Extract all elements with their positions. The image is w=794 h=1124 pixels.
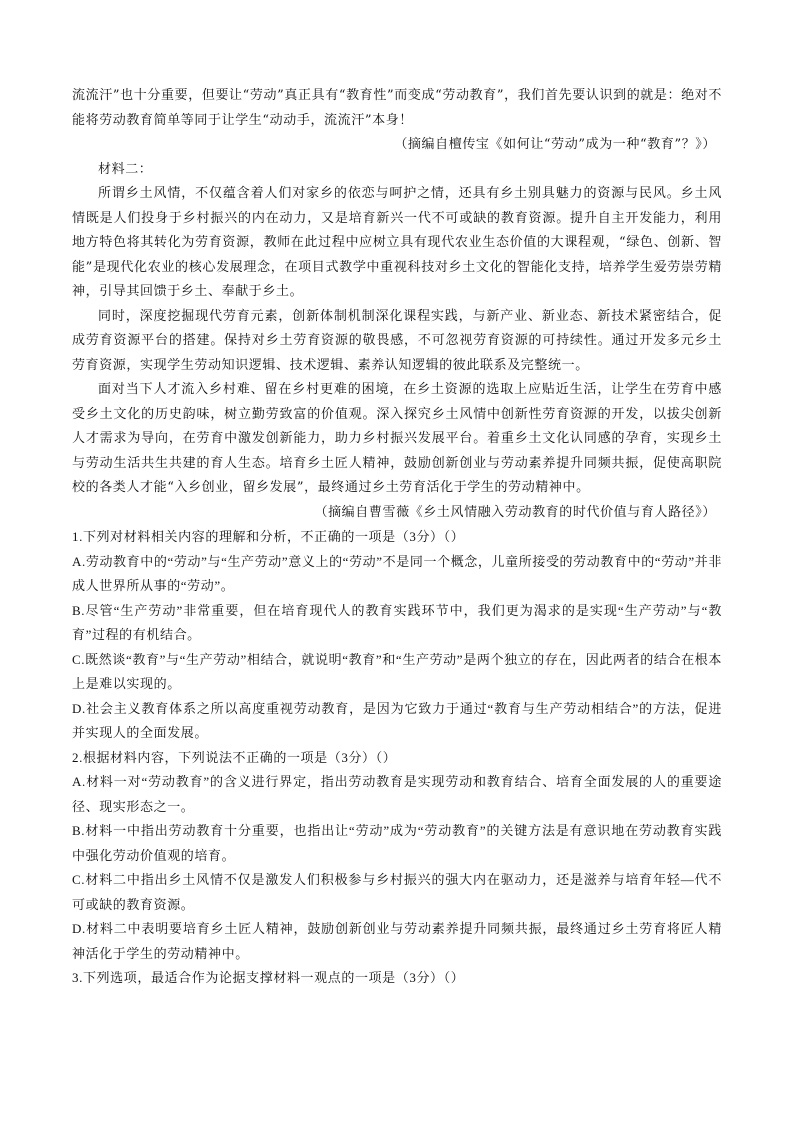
material2-heading: 材料二： bbox=[98, 161, 153, 177]
source-citation-2: （摘编自曹雪薇《乡土风情融入劳动教育的时代价值与育人路径》） bbox=[314, 504, 716, 520]
question-1 bbox=[72, 525, 722, 746]
question-2-option-d[interactable]: D.材料二中表明要培育乡土匠人精神，鼓励创新创业与劳动素养提升同频共振，最终通过乡土劳育将匠人精神活化于学生的劳动精神中。 bbox=[72, 921, 722, 961]
question-1-option-c[interactable]: C.既然谈“教育”与“生产劳动”相结合，就说明“教育”和“生产劳动”是两个独立的存在，因此两者的结合在根本上是难以实现的。 bbox=[72, 651, 722, 691]
question-1-stem: 1.下列对材料相关内容的理解和分析，不正确的一项是（3分）（） bbox=[72, 529, 465, 544]
question-3 bbox=[72, 966, 722, 991]
question-1-option-a[interactable]: A.劳动教育中的“劳动”与“生产劳动”意义上的“劳动”不是同一个概念，儿童所接受的劳动教育中的“劳动”并非成人世界所从事的“劳动”。 bbox=[72, 553, 722, 593]
material2-paragraph-2: 同时，深度挖掘现代劳育元素，创新体制机制深化课程实践，与新产业、新业态、新技术紧密结合，促成劳育资源平台的搭建。保持对乡土劳育资源的敬畏感，不可忽视劳育资源的可持续性。通过开发多元乡土劳育资源，实现学生劳动知识逻辑、技术逻辑、素养认知逻辑的彼此联系及完整统一。 bbox=[72, 308, 722, 373]
question-2-stem: 2.根据材料内容，下列说法不正确的一项是（3分）（） bbox=[72, 749, 397, 765]
question-2 bbox=[72, 746, 722, 967]
material2-paragraph-1: 所谓乡土风情，不仅蕴含着人们对家乡的依恋与呵护之情，还具有乡土别具魅力的资源与民风。乡土风情既是人们投身于乡村振兴的内在动力，又是培育新兴一代不可或缺的教育资源。提升自主开发能力，利用地方特色将其转化为劳育资源，教师在此过程中应树立具有现代农业生态价值的大课程观，“绿色、创新、智能”是现代化农业的核心发展理念，在项目式教学中重视科技对乡土文化的智能化支持，培养学生爱劳崇劳精神，引导其回馈于乡土、奉献于乡土。 bbox=[72, 186, 722, 299]
question-1-option-b[interactable]: B.尽管“生产劳动”非常重要，但在培育现代人的教育实践环节中，我们更为渴求的是实现“生产劳动”与“教育”过程的有机结合。 bbox=[72, 602, 722, 642]
question-1-option-d[interactable]: D.社会主义教育体系之所以高度重视劳动教育，是因为它致力于通过“教育与生产劳动相结合”的方法，促进并实现人的全面发展。 bbox=[72, 700, 722, 740]
question-3-stem: 3.下列选项，最适合作为论据支撑材料一观点的一项是（3分）（） bbox=[72, 970, 465, 985]
question-2-option-c[interactable]: C.材料二中指出乡土风情不仅是激发人们积极参与乡村振兴的强大内在驱动力，还是滋养与培育年轻—代不可或缺的教育资源。 bbox=[72, 872, 722, 912]
intro-paragraph: 流流汗”也十分重要，但要让“劳动”真正具有“教育性”而变成“劳动教育”，我们首先要认识到的就是：绝对不能将劳动教育简单等同于让学生“动动手，流流汗”本身！ bbox=[72, 88, 722, 128]
question-2-option-b[interactable]: B.材料一中指出劳动教育十分重要，也指出让“劳动”成为“劳动教育”的关键方法是有意识地在劳动教育实践中强化劳动价值观的培育。 bbox=[72, 823, 722, 863]
source-citation-1: （摘编自檀传宝《如何让“劳动”成为一种“教育”？》） bbox=[394, 137, 716, 152]
material2-paragraph-3: 面对当下人才流入乡村难、留在乡村更难的困境，在乡土资源的选取上应贴近生活，让学生在劳育中感受乡土文化的历史韵味，树立勤劳致富的价值观。深入探究乡土风情中创新性劳育资源的开发，以拔尖创新人才需求为导向，在劳育中激发创新能力，助力乡村振兴发展平台。着重乡土文化认同感的孕育，实现乡土与劳动生活共生共建的育人生态。培育乡土匠人精神，鼓励创新创业与劳动素养提升同频共振，促使高职院校的各类人才能“入乡创业，留乡发展”，最终通过乡土劳育活化于学生的劳动精神中。 bbox=[72, 382, 722, 495]
question-2-option-a[interactable]: A.材料一对“劳动教育”的含义进行界定，指出劳动教育是实现劳动和教育结合、培育全面发展的人的重要途径、现实形态之一。 bbox=[72, 774, 722, 814]
